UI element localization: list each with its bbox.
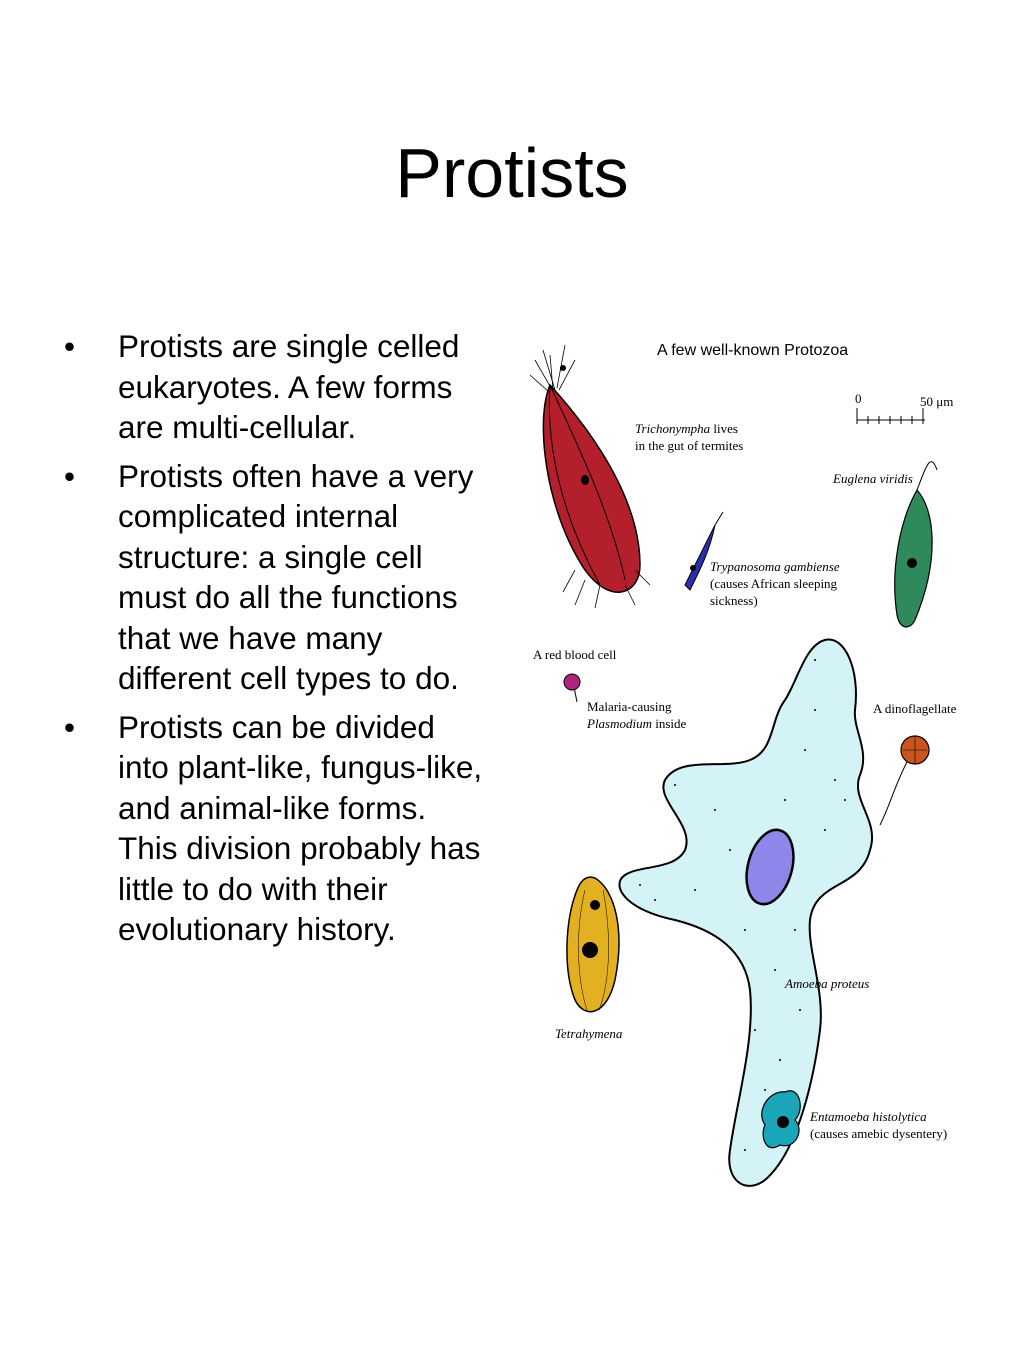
bullet-text: Protists can be divided into plant-like, fungus-like, and animal-like forms. This division probably has little to do with their evolutionary history. <box>118 708 483 947</box>
bullet-item <box>60 326 492 448</box>
malaria-label <box>587 698 686 732</box>
scale-bar <box>857 408 925 424</box>
bullet-text: Protists are single celled eukaryotes. A few forms are multi-cellular. <box>118 328 460 445</box>
red-blood-cell-drawing <box>564 674 580 702</box>
euglena-label: Euglena viridis <box>833 471 913 486</box>
amoeba-label: Amoeba proteus <box>785 976 870 991</box>
trichonympha-label <box>635 420 743 454</box>
bullet-symbol: • <box>64 328 76 364</box>
entamoeba-label <box>810 1108 947 1142</box>
bullet-symbol: • <box>64 708 76 745</box>
trypanosoma-line2: (causes African sleeping <box>710 576 838 591</box>
dinoflagellate-label: A dinoflagellate <box>873 701 957 716</box>
scale-max-label: 50 μm <box>920 394 954 409</box>
tetrahymena-label: Tetrahymena <box>555 1026 623 1041</box>
entamoeba-line2: (causes amebic dysentery) <box>810 1126 948 1141</box>
trichonympha-rest: lives <box>710 421 738 436</box>
trypanosoma-line3: sickness) <box>710 593 758 608</box>
malaria-rest: inside <box>652 716 687 731</box>
trichonympha-name: Trichonympha <box>635 421 711 436</box>
trypanosoma-name: Trypanosoma gambiense <box>710 559 840 574</box>
entamoeba-drawing <box>762 1091 800 1148</box>
figure-title: A few well-known Protozoa <box>657 342 849 359</box>
trypanosoma-label <box>710 558 840 609</box>
scale-zero-label: 0 <box>855 391 862 406</box>
entamoeba-name: Entamoeba histolytica <box>810 1109 927 1124</box>
bullet-item <box>60 707 492 950</box>
plasmodium-name: Plasmodium <box>587 716 652 731</box>
bullet-item <box>60 456 492 699</box>
protozoa-illustration <box>515 330 975 1200</box>
bullet-list <box>60 326 492 958</box>
red-blood-cell-label: A red blood cell <box>533 647 617 662</box>
bullet-symbol: • <box>64 457 76 494</box>
trichonympha-line2: in the gut of termites <box>635 438 744 453</box>
slide-title: Protists <box>395 134 629 212</box>
malaria-line1: Malaria-causing <box>587 699 672 714</box>
bullet-text: Protists often have a very complicated internal structure: a single cell must do all the functions that we have many different cell types to do. <box>118 457 474 696</box>
tetrahymena-drawing <box>567 877 619 1012</box>
protozoa-figure <box>515 330 975 1200</box>
dinoflagellate-drawing <box>880 736 929 825</box>
trichonympha-drawing <box>530 345 650 608</box>
